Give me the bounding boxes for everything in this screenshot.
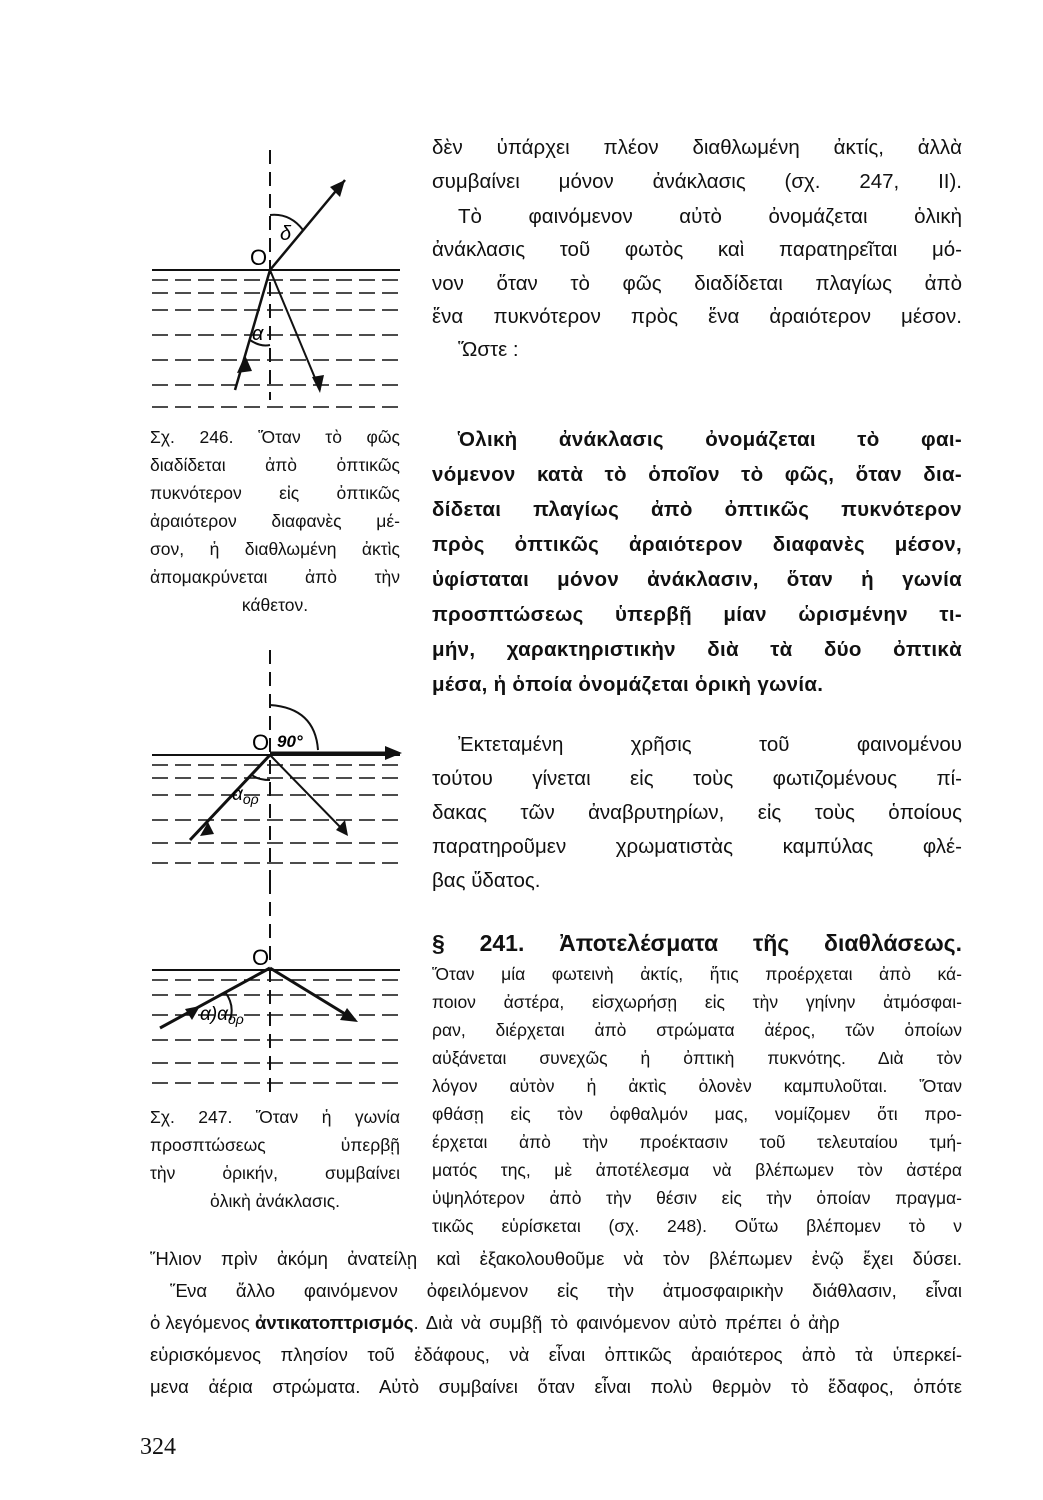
text-line: αὐξάνεται συνεχῶς ἡ ὀπτικὴ πυκνότης. Διὰ τὸν — [432, 1048, 962, 1068]
text-line: ποιον ἀστέρα, εἰσχωρήσῃ εἰς τὴν γηίνην ἀτμόσφαι- — [432, 992, 962, 1012]
label-alpha: α — [252, 323, 264, 345]
section-heading: § 241. Ἀποτελέσματα τῆς διαθλάσεως. — [432, 930, 962, 956]
text-line: Ἐκτεταμένη χρῆσις τοῦ φαινομένου — [458, 733, 962, 756]
text-line: δακας τῶν ἀναβρυτηρίων, εἰς τοὺς ὁποίους — [432, 801, 962, 824]
caption-line: Σχ. 246. Ὅταν τὸ φῶς — [150, 427, 400, 447]
label-delta: δ — [280, 223, 292, 245]
caption-line: σον, ἡ διαθλωμένη ἀκτὶς — [150, 539, 400, 559]
caption-line: Σχ. 247. Ὅταν ἡ γωνία — [150, 1107, 400, 1127]
text-line: μήν, χαρακτηριστικὴν διὰ τὰ δύο ὀπτικὰ — [432, 638, 962, 661]
text-line: δίδεται πλαγίως ἀπὸ ὀπτικῶς πυκνότερον — [432, 498, 962, 521]
text-line: φθάσῃ εἰς τὸν ὀφθαλμόν μας, νομίζομεν ὅτι προ- — [432, 1104, 962, 1124]
caption-line: τὴν ὁρικήν, συμβαίνει — [150, 1163, 400, 1183]
text-line: Ἥλιον πρὶν ἀκόμη ἀνατείλῃ καὶ ἐξακολουθοῦμε νὰ τὸν βλέπωμεν ἐνῷ ἔχει δύσει. — [150, 1248, 962, 1269]
bold-term: ἀντικατοπτρισμός — [254, 1312, 414, 1333]
text-line: Ὅταν μία φωτεινὴ ἀκτίς, ἥτις προέρχεται ἀπὸ κά- — [432, 964, 962, 984]
page-number: 324 — [140, 1434, 176, 1460]
label-o: O — [252, 730, 270, 755]
text-line: ματός της, μὲ ἀποτέλεσμα νὰ βλέπωμεν τὸν ἀστέρα — [432, 1160, 962, 1180]
text-line: ραν, διέρχεται ἀπὸ στρώματα ἀέρος, τῶν ὁποίων — [432, 1020, 962, 1040]
caption-line: διαδίδεται ἀπὸ ὀπτικῶς — [150, 455, 400, 475]
text-line: ἕνα πυκνότερον πρὸς ἕνα ἀραιότερον μέσον. — [432, 305, 962, 328]
text-line: τούτου γίνεται εἰς τοὺς φωτιζομένους πί- — [432, 767, 962, 790]
text-line: ἀνάκλασις τοῦ φωτὸς καὶ παρατηρεῖται μό- — [432, 238, 962, 261]
text-line: Τὸ φαινόμενον αὐτὸ ὀνομάζεται ὁλικὴ — [458, 205, 962, 228]
text-span: . Διὰ νὰ συμβῇ τὸ φαινόμενον αὐτὸ πρέπει ὁ ἀὴρ — [413, 1312, 840, 1333]
label-o: O — [250, 245, 268, 270]
text-line: παρατηροῦμεν χρωματιστὰς καμπύλας φλέ- — [432, 835, 962, 858]
text-line: πρὸς ὀπτικῶς ἀραιότερον διαφανὲς μέσον, — [432, 533, 962, 556]
text-line: τικῶς εὑρίσκεται (σχ. 248). Οὕτω βλέπομεν τὸ ν — [432, 1216, 962, 1236]
text-line: δὲν ὑπάρχει πλέον διαθλωμένη ἀκτίς, ἀλλὰ — [432, 136, 962, 159]
text-line: ὑφίσταται μόνον ἀνάκλασιν, ὅταν ἡ γωνία — [432, 568, 962, 591]
text-line — [150, 1312, 962, 1334]
figure-247-total-reflection-diagram — [140, 880, 410, 1100]
label-90-degrees: 90° — [277, 732, 303, 751]
caption-line: ἀπομακρύνεται ἀπὸ τὴν — [150, 567, 400, 587]
text-line: μέσα, ἡ ὁποία ὀνομάζεται ὁρικὴ γωνία. — [432, 673, 824, 696]
text-line: μενα ἀέρια στρώματα. Αὐτὸ συμβαίνει ὅταν εἶναι πολὺ θερμὸν τὸ ἔδαφος, ὁπότε — [150, 1376, 962, 1397]
text-line: ὑψηλότερον ἀπὸ τὴν θέσιν εἰς τὴν ὁποίαν πραγμα- — [432, 1188, 962, 1208]
caption-line: κάθετον. — [241, 595, 309, 615]
text-line: λόγον αὐτὸν ἡ ἀκτὶς ὁλονὲν καμπυλοῦται. Ὅταν — [432, 1076, 962, 1096]
caption-line: ὁλικὴ ἀνάκλασις. — [209, 1191, 341, 1211]
text-line: Ἕνα ἄλλο φαινόμενον ὀφειλόμενον εἰς τὴν ἀτμοσφαιρικὴν διάθλασιν, εἶναι — [170, 1280, 962, 1301]
figure-247-critical-angle-diagram — [140, 650, 410, 890]
text-span: ὁ λεγόμενος — [150, 1312, 250, 1333]
caption-line: πυκνότερον εἰς ὀπτικῶς — [150, 483, 400, 503]
label-o: O — [252, 945, 270, 970]
text-line: νόμενον κατὰ τὸ ὁποῖον τὸ φῶς, ὅταν δια- — [432, 463, 962, 486]
label-critical-angle: $\alpha_{o\rho}$ — [232, 784, 259, 807]
text-line: έρχεται ἀπὸ τὴν προέκτασιν τοῦ τελευταίου τμή- — [432, 1132, 962, 1152]
text-line: νον ὅταν τὸ φῶς διαδίδεται πλαγίως ἀπὸ — [432, 272, 962, 295]
text-line: προσπτώσεως ὑπερβῇ μίαν ὡρισμένην τι- — [432, 603, 962, 626]
label-angle-greater-than-critical: $\alpha)\alpha_{o\rho}$ — [200, 1004, 244, 1027]
text-line: βας ὕδατος. — [432, 869, 541, 892]
text-line: Ὁλικὴ ἀνάκλασις ὀνομάζεται τὸ φαι- — [458, 428, 962, 451]
figure-246-refraction-diagram — [140, 145, 410, 415]
text-line: συμβαίνει μόνον ἀνάκλασις (σχ. 247, ΙΙ). — [432, 170, 962, 193]
caption-line: ἀραιότερον διαφανὲς μέ- — [150, 511, 400, 531]
text-line: εὑρισκόμενος πλησίον τοῦ ἐδάφους, νὰ εἶναι ὀπτικῶς ἀραιότερος ἀπὸ τὰ ὑπερκεί- — [150, 1344, 962, 1365]
text-line: Ὥστε : — [458, 338, 519, 361]
caption-line: προσπτώσεως ὑπερβῇ — [150, 1135, 400, 1155]
